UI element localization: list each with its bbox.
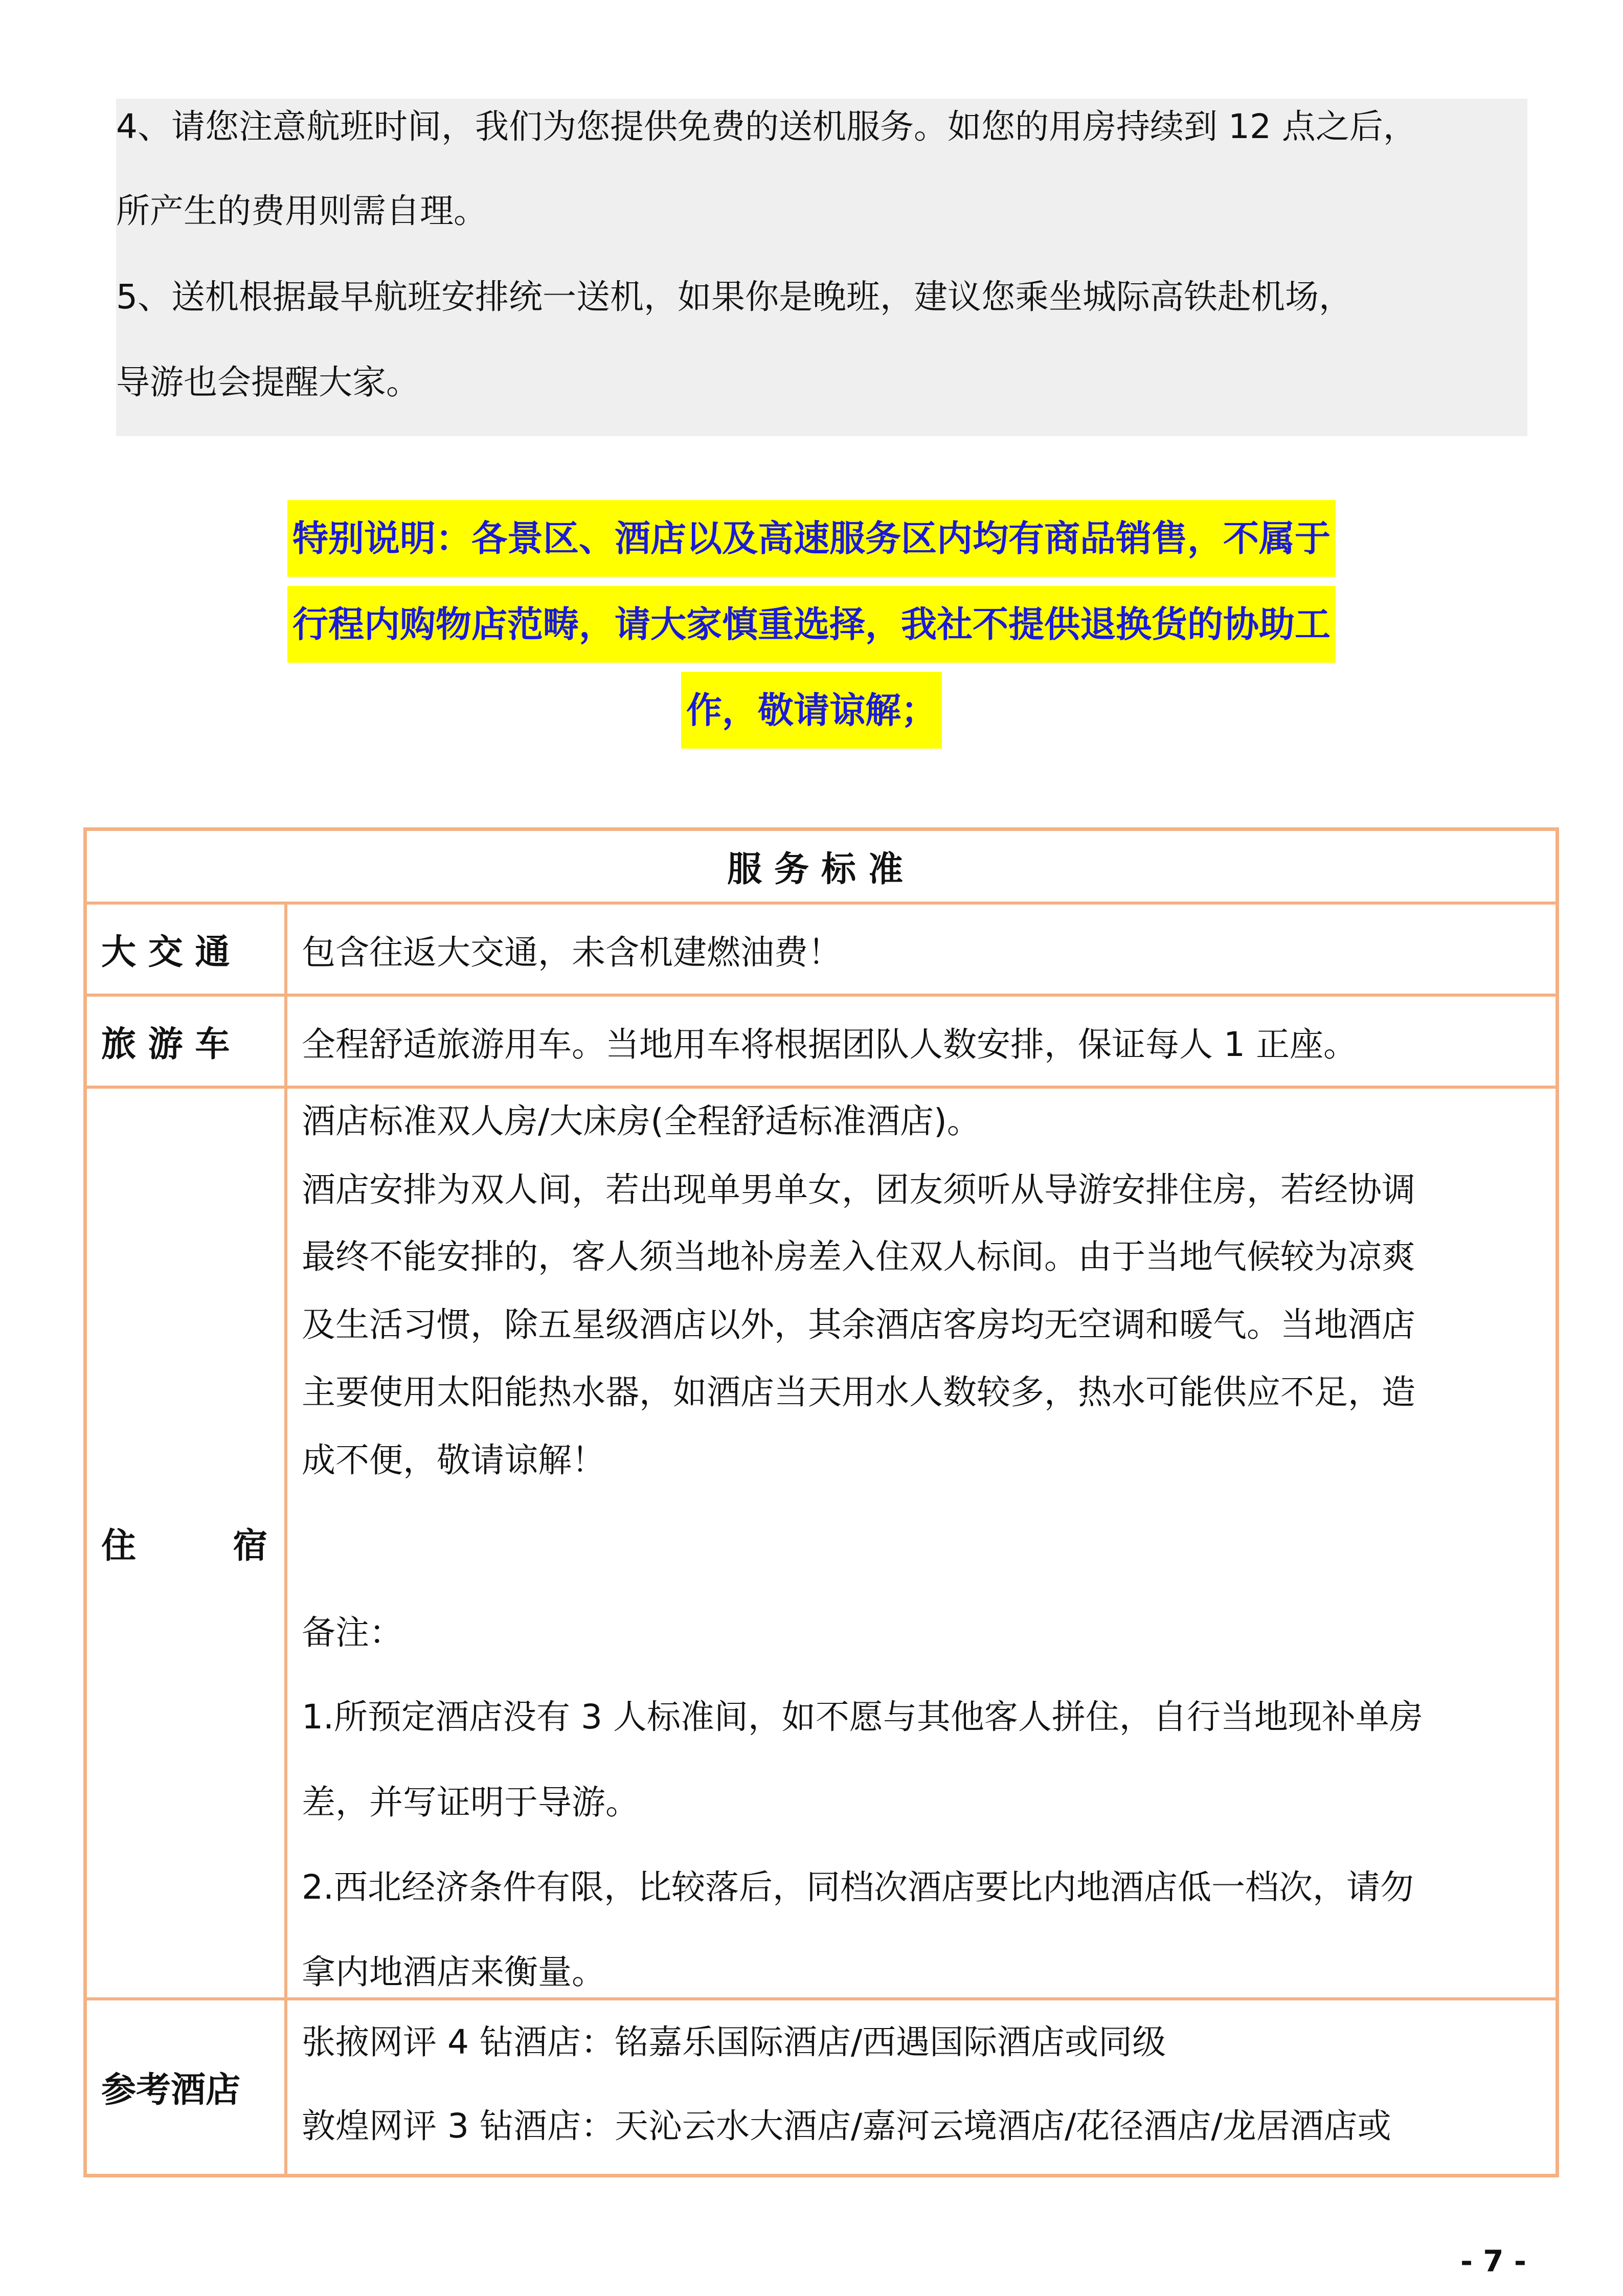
- note-line: 导游也会提醒大家。: [116, 363, 420, 402]
- note-line: 所产生的费用则需自理。: [116, 191, 487, 231]
- row-label: 住 宿: [87, 1089, 287, 1997]
- note-line: 4、请您注意航班时间，我们为您提供免费的送机服务。如您的用房持续到 12 点之后，: [116, 107, 1417, 146]
- row-content: 张掖网评 4 钻酒店：铭嘉乐国际酒店/西遇国际酒店或同级 敦煌网评 3 钻酒店：天沁云水大酒店/嘉河云境酒店/花径酒店/龙居酒店或: [302, 2022, 1391, 2146]
- table-row: [87, 1086, 1556, 1997]
- table-row: [87, 1997, 1556, 2174]
- table-title: 服务标准: [727, 849, 915, 890]
- note-line: 5、送机根据最早航班安排统一送机，如果你是晚班，建议您乘坐城际高铁赴机场，: [116, 277, 1352, 317]
- row-label: 大 交 通: [87, 905, 287, 994]
- row-content: 包含往返大交通，未含机建燃油费！: [302, 932, 842, 972]
- special-notice-line: 行程内购物店范畴，请大家慎重选择，我社不提供退换货的协助工: [0, 586, 1623, 663]
- special-notice-line: 特别说明：各景区、酒店以及高速服务区内均有商品销售，不属于: [0, 500, 1623, 577]
- remark-line: 2.西北经济条件有限，比较落后，同档次酒店要比内地酒店低一档次，请勿: [302, 1867, 1414, 1907]
- table-row: [87, 902, 1556, 994]
- notes-block: [116, 99, 1527, 436]
- row-content: 酒店标准双人房/大床房(全程舒适标准酒店)。 酒店安排为双人间，若出现单男单女，团友须听从导游安排住房，若经协调 最终不能安排的，客人须当地补房差入住双人标间。由于当地气候较为凉爽 及生活习惯，除五星级酒店以外，其余酒店客房均无空调和暖气。当地酒店 主要使用太阳能热水器，如酒店当天用水人数较多，热水可能供应不足，造 成不便，敬请谅解！ 备注： 1.所预定酒店没有 3 人标准间，如不愿与其他客人拼住，自行当地现补单房 差，并写证明于导游。 2.西北经济条件有限，比较落后，同档次酒店要比内地酒店低一档次，请勿 拿内地酒店来衡量。: [287, 1089, 1556, 1997]
- special-notice-line: 作，敬请谅解；: [0, 672, 1623, 749]
- row-content: 全程舒适旅游用车。当地用车将根据团队人数安排，保证每人 1 正座。: [302, 1024, 1357, 1064]
- table-row: [87, 994, 1556, 1086]
- row-label: 参考酒店: [87, 2000, 287, 2174]
- service-standards-table: [83, 827, 1559, 2177]
- page-number: - 7 -: [1460, 2244, 1526, 2279]
- remark-line: 拿内地酒店来衡量。: [302, 1952, 605, 1992]
- remark-line: 1.所预定酒店没有 3 人标准间，如不愿与其他客人拼住，自行当地现补单房: [302, 1697, 1423, 1737]
- remark-line: 差，并写证明于导游。: [302, 1783, 639, 1822]
- remarks-title: 备注：: [302, 1613, 403, 1652]
- row-label: 旅 游 车: [87, 997, 287, 1086]
